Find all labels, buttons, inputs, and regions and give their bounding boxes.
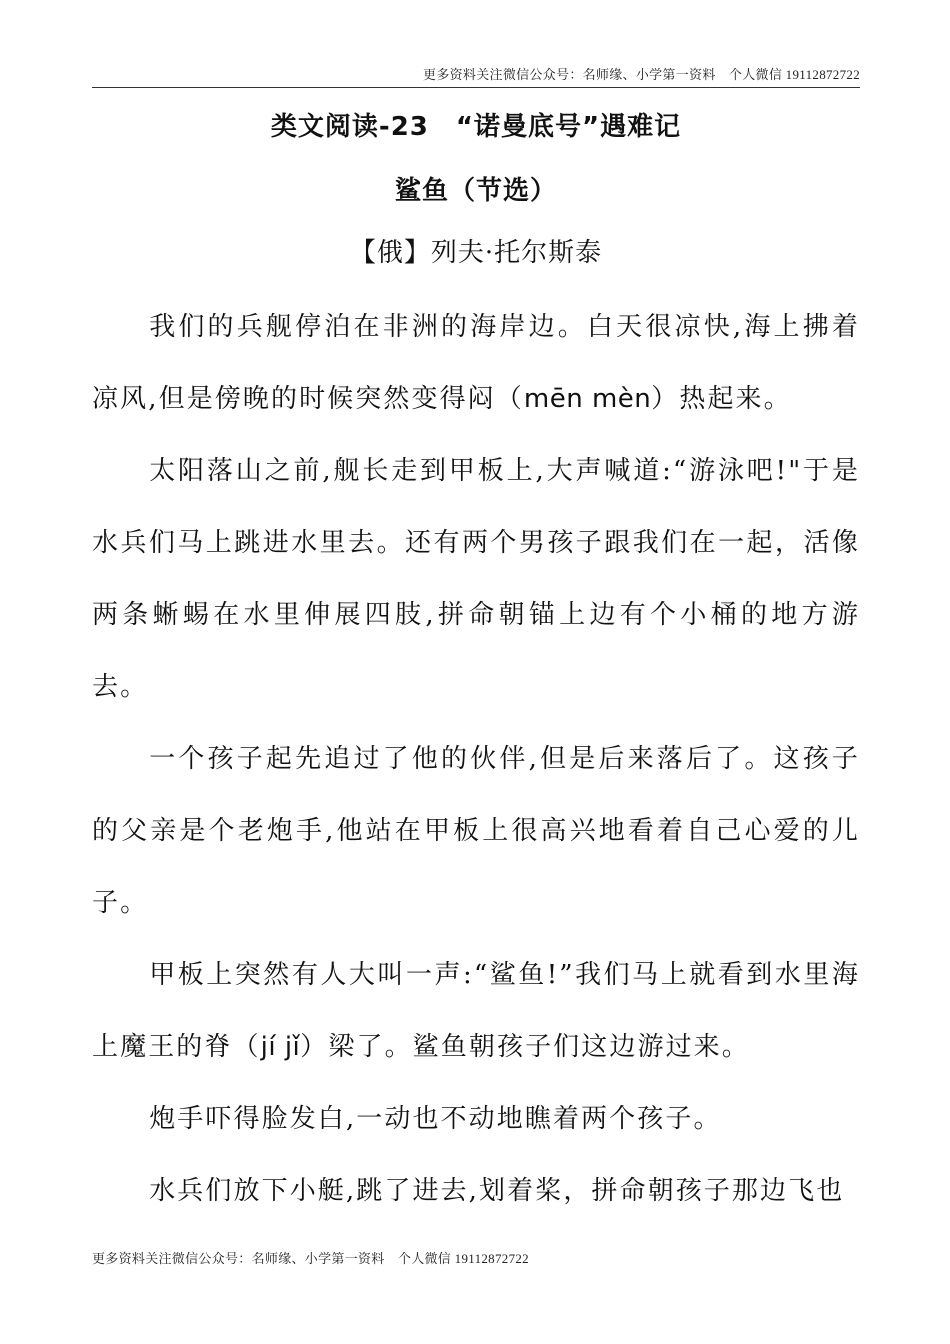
article-title: 鲨鱼（节选）	[394, 176, 557, 206]
pinyin-annotation: jí jǐ	[260, 1032, 301, 1062]
paragraph: 炮手吓得脸发白,一动也不动地瞧着两个孩子。	[149, 1104, 722, 1134]
paragraph-text: 甲板上突然有人大叫一声:“鲨鱼!”我们马上就看到水里海上魔王的脊（	[92, 960, 860, 1062]
article-body	[92, 291, 860, 1227]
document-title: 类文阅读-23 “诺曼底号”遇难记	[270, 112, 682, 142]
paragraph-text: 我们的兵舰停泊在非洲的海岸边。白天很凉快,海上拂着凉风,但是傍晚的时候突然变得闷（	[92, 312, 860, 414]
paragraph	[92, 291, 860, 435]
paragraph	[92, 939, 860, 1083]
pinyin-annotation: mēn mèn	[523, 384, 652, 414]
paragraph: 一个孩子起先追过了他的伙伴,但是后来落后了。这孩子的父亲是个老炮手,他站在甲板上很高兴地看着自己心爱的儿子。	[92, 744, 860, 918]
header-divider	[92, 87, 860, 88]
paragraph-text: ）梁了。鲨鱼朝孩子们这边游过来。	[300, 1032, 750, 1062]
author-line: 【俄】列夫·托尔斯泰	[349, 238, 603, 268]
paragraph: 太阳落山之前,舰长走到甲板上,大声喊道:“游泳吧!"于是水兵们马上跳进水里去。还有两个男孩子跟我们在一起，活像两条蜥蜴在水里伸展四肢,拼命朝锚上边有个小桶的地方游去。	[92, 456, 860, 702]
page-footer-note: 更多资料关注微信公众号：名师缘、小学第一资料 个人微信 19112872722	[92, 1251, 529, 1266]
page-header-note: 更多资料关注微信公众号：名师缘、小学第一资料 个人微信 19112872722	[423, 67, 860, 82]
paragraph-text: ）热起来。	[651, 384, 792, 414]
paragraph: 水兵们放下小艇,跳了进去,划着桨，拼命朝孩子那边飞也	[149, 1176, 845, 1206]
